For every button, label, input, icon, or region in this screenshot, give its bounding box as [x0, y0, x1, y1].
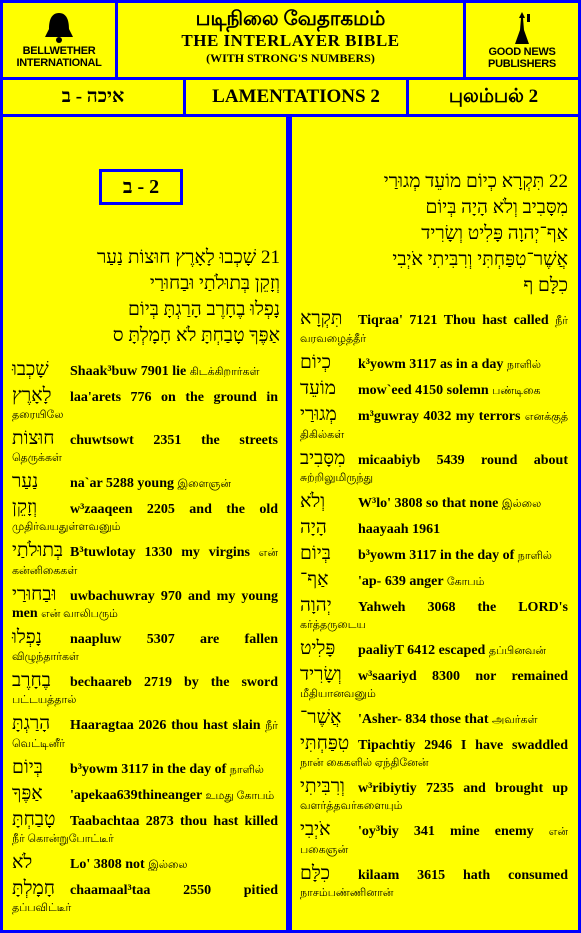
word-entry [300, 545, 568, 565]
word-entry [12, 361, 278, 381]
title-block [118, 3, 463, 77]
tamil-title: படிநிலை வேதாகமம் [195, 8, 386, 30]
tamil-gloss: தரையிலே [12, 409, 64, 421]
hebrew-word: כִלָּם [300, 863, 331, 884]
transliteration-gloss: w³saariyd 8300 nor remained [358, 669, 568, 684]
hebrew-word: הָרַגְתָּ [12, 713, 51, 734]
transliteration-gloss: Tipachtiy 2946 I have swaddled [358, 738, 568, 753]
transliteration-gloss: kilaam 3615 hath consumed [358, 868, 568, 883]
subtitle: (WITH STRONG'S NUMBERS) [206, 51, 375, 65]
transliteration-gloss: uwbachuwray 970 and my young men [12, 589, 278, 621]
hebrew-word: אַפֶּךָ [12, 783, 43, 804]
hebrew-word: לֹא [12, 852, 33, 873]
tamil-gloss: முதிர்வயதுள்ளவனும் [12, 521, 121, 533]
tamil-gloss: என் கன்னிகைகள் [12, 547, 278, 577]
hebrew-word: בֶחָרֶב [12, 670, 51, 691]
word-entry [300, 571, 568, 591]
word-list-right [300, 310, 568, 908]
transliteration-gloss: Taabachtaa 2873 thou hast killed [70, 814, 278, 829]
transliteration-gloss: Tiqraa' 7121 Thou hast called [358, 313, 549, 328]
hebrew-word: לָאָרֶץ [12, 385, 52, 406]
verse-line: 21 שָׁכְבוּ לָאָרֶץ חוּצוֹת נַעַר [96, 247, 280, 268]
hebrew-word: בְּתוּלֹתַי [12, 540, 64, 561]
tamil-gloss: தப்பவிட்டீர் [12, 902, 72, 914]
word-entry [300, 778, 568, 815]
word-entry [12, 430, 278, 467]
logo-line-1: GOOD NEWS [488, 46, 556, 58]
verse-line: אֲשֶׁר־טִפַּחְתִּי וְרִבִּיתִי אֹיְבִי [392, 249, 568, 270]
transliteration-gloss: laa'arets 776 on the ground in [70, 390, 278, 405]
logo-line-1: BELLWETHER [22, 45, 96, 57]
chapter-label: 2 - ב [99, 169, 183, 205]
hebrew-word: בְּיוֹם [12, 757, 43, 778]
hebrew-word: וּבַחוּרַי [12, 584, 57, 605]
word-entry [12, 880, 278, 917]
transliteration-gloss: micaabiyb 5439 round about [358, 453, 568, 468]
tamil-gloss: நீர் கொன்றுபோட்டீர் [12, 833, 114, 845]
word-entry [12, 811, 278, 848]
word-entry [12, 854, 278, 874]
word-entry [12, 715, 278, 753]
word-entry [12, 387, 278, 424]
verse-line: 22 תִּקְרָא כְיוֹם מוֹעֵד מְגוּרַי [383, 171, 568, 192]
tamil-gloss: எனக்குத் திகில்கள் [300, 411, 568, 441]
hebrew-word: וְשָׂרִיד [300, 664, 342, 685]
tamil-gloss: மீதியானவனும் [300, 688, 376, 700]
transliteration-gloss: b³yowm 3117 in the day of [70, 762, 227, 777]
hebrew-word: חָמָלְתָּ [12, 878, 55, 899]
transliteration-gloss: na`ar 5288 young [70, 476, 174, 491]
tamil-gloss: பட்டயத்தால் [12, 694, 77, 706]
transliteration-gloss: mow`eed 4150 solemn [358, 383, 489, 398]
transliteration-gloss: paaliyT 6412 escaped [358, 643, 486, 658]
hebrew-word: כְיוֹם [300, 352, 331, 373]
tamil-gloss: இல்லை [148, 859, 188, 871]
transliteration-gloss: chaamaal³taa 2550 pitied [70, 883, 278, 898]
word-entry [300, 865, 568, 902]
logo-line-2: PUBLISHERS [488, 58, 556, 70]
transliteration-gloss: Yahweh 3068 the LORD's [358, 600, 568, 615]
verse-line: אַף־יְהוָה פָּלִיט וְשָׂרִיד [421, 223, 568, 244]
word-entry [300, 821, 568, 859]
english-title: THE INTERLAYER BIBLE [181, 31, 400, 50]
hebrew-word: מִסָּבִיב [300, 448, 346, 469]
hebrew-word: מוֹעֵד [300, 378, 337, 399]
transliteration-gloss: bechaareb 2719 by the sword [70, 675, 278, 690]
word-entry [300, 597, 568, 634]
hebrew-word: יְהוָה [300, 595, 332, 616]
hebrew-word: מְגוּרַי [300, 404, 337, 425]
tamil-gloss: நாசம்பண்ணினான் [300, 887, 394, 899]
transliteration-gloss: naapluw 5307 are fallen [70, 632, 278, 647]
verse-line: אַפֶּךָ טָבַחְתָּ לֹא חָמָלְתָּ ס [112, 325, 280, 346]
transliteration-gloss: k³yowm 3117 as in a day [358, 357, 504, 372]
word-entry [300, 310, 568, 348]
word-entry [300, 406, 568, 444]
hebrew-word: וְזָקֵן [12, 497, 38, 518]
tamil-gloss: நாளில் [229, 764, 264, 776]
tamil-gloss: வளர்த்தவர்களையும் [300, 800, 403, 812]
bell-icon [39, 11, 79, 45]
good-news-logo [466, 3, 578, 77]
transliteration-gloss: 'oy³biy 341 mine enemy [358, 824, 534, 839]
tamil-gloss: கோபம் [446, 576, 485, 588]
tamil-gloss: என் பகைஞன் [300, 826, 568, 856]
transliteration-gloss: 'apekaa639thineanger [70, 788, 202, 803]
tamil-gloss: தப்பினவன் [488, 645, 547, 657]
word-entry [12, 629, 278, 666]
left-column [3, 117, 286, 930]
word-entry [12, 759, 278, 779]
word-entry [300, 709, 568, 729]
hebrew-word: נָפְלוּ [12, 627, 42, 648]
word-entry [12, 499, 278, 536]
transliteration-gloss: b³yowm 3117 in the day of [358, 548, 515, 563]
hebrew-word: אֹיְבִי [300, 819, 331, 840]
tamil-gloss: அவர்கள் [492, 714, 538, 726]
verse-line: מִסָּבִיב וְלֹא הָיָה בְּיוֹם [425, 197, 568, 218]
word-entry [12, 672, 278, 709]
hebrew-word: שָׁכְבוּ [12, 359, 49, 380]
transliteration-gloss: w³ribiytiy 7235 and brought up [358, 781, 568, 796]
word-entry [300, 640, 568, 660]
transliteration-gloss: w³zaaqeen 2205 and the old [70, 502, 278, 517]
tamil-gloss: என் வாலிபரும் [41, 608, 118, 620]
tamil-gloss: பண்டிகை [492, 385, 541, 397]
word-entry [300, 493, 568, 513]
hebrew-word: הָיָה [300, 517, 327, 538]
hebrew-book-label: איכה - ב [3, 80, 183, 114]
statue-icon [507, 10, 537, 46]
word-list-left [12, 361, 278, 923]
hebrew-word: אֲשֶׁר־ [300, 707, 342, 728]
tamil-gloss: நான் கைகளில் ஏந்தினேன் [300, 757, 429, 769]
word-entry [12, 785, 278, 805]
tamil-gloss: நாளில் [506, 359, 542, 371]
verse-22-hebrew [300, 169, 568, 299]
transliteration-gloss: 'Asher- 834 those that [358, 712, 489, 727]
tamil-gloss: உமது கோபம் [205, 790, 275, 802]
transliteration-gloss: haayaah 1961 [358, 522, 441, 537]
hebrew-word: וְרִבִּיתִי [300, 776, 345, 797]
bellwether-logo [3, 3, 115, 77]
word-entry [300, 519, 568, 539]
logo-line-2: INTERNATIONAL [16, 57, 102, 69]
hebrew-word: אַף־ [300, 569, 329, 590]
tamil-gloss: நாளில் [517, 550, 552, 562]
hebrew-word: טִפַּחְתִּי [300, 733, 350, 754]
hebrew-word: פָּלִיט [300, 638, 336, 659]
tamil-gloss: தெருக்கள் [12, 452, 62, 464]
word-entry [300, 380, 568, 400]
hebrew-word: וְלֹא [300, 491, 326, 512]
word-entry [300, 354, 568, 374]
hebrew-word: בְּיוֹם [300, 543, 331, 564]
word-entry [300, 666, 568, 703]
word-entry [12, 542, 278, 580]
verse-line: נָפְלוּ בֶחָרֶב הָרַגְתָּ בְּיוֹם [128, 299, 280, 320]
hebrew-word: תִּקְרָא [300, 308, 343, 329]
tamil-gloss: சுற்றிலுமிருந்து [300, 472, 374, 484]
english-book-label: LAMENTATIONS 2 [186, 80, 406, 114]
word-entry [300, 450, 568, 487]
transliteration-gloss: chuwtsowt 2351 the streets [70, 433, 278, 448]
word-entry [12, 473, 278, 493]
transliteration-gloss: B³tuwlotay 1330 my virgins [70, 545, 250, 560]
tamil-gloss: கர்த்தருடைய [300, 619, 366, 631]
hebrew-word: טָבַחְתָּ [12, 809, 56, 830]
word-entry [12, 586, 278, 623]
verse-line: כִלָּם ף [523, 275, 568, 296]
transliteration-gloss: Shaak³buw 7901 lie [70, 364, 187, 379]
transliteration-gloss: m³guwray 4032 my terrors [358, 409, 521, 424]
verse-21-hebrew [17, 245, 280, 349]
tamil-gloss: கிடக்கிறார்கள் [189, 366, 260, 378]
tamil-gloss: நீர் வரவழைத்தீர் [300, 315, 568, 345]
transliteration-gloss: Lo' 3808 not [70, 857, 145, 872]
right-column [292, 117, 578, 930]
word-entry [300, 735, 568, 772]
transliteration-gloss: W³lo' 3808 so that none [358, 496, 499, 511]
hebrew-word: חוּצוֹת [12, 428, 55, 449]
transliteration-gloss: Haaragtaa 2026 thou hast slain [70, 718, 261, 733]
hebrew-word: נַעַר [12, 471, 39, 492]
transliteration-gloss: 'ap- 639 anger [358, 574, 444, 589]
tamil-gloss: இல்லை [501, 498, 542, 510]
tamil-book-label: புலம்பல் 2 [409, 80, 578, 114]
tamil-gloss: நீர் வெட்டினீர் [12, 720, 278, 750]
tamil-gloss: இளைஞன் [177, 478, 232, 490]
verse-line: וְזָקֵן בְּתוּלֹתַי וּבַחוּרַי [149, 273, 280, 294]
tamil-gloss: விழுந்தார்கள் [12, 651, 79, 663]
